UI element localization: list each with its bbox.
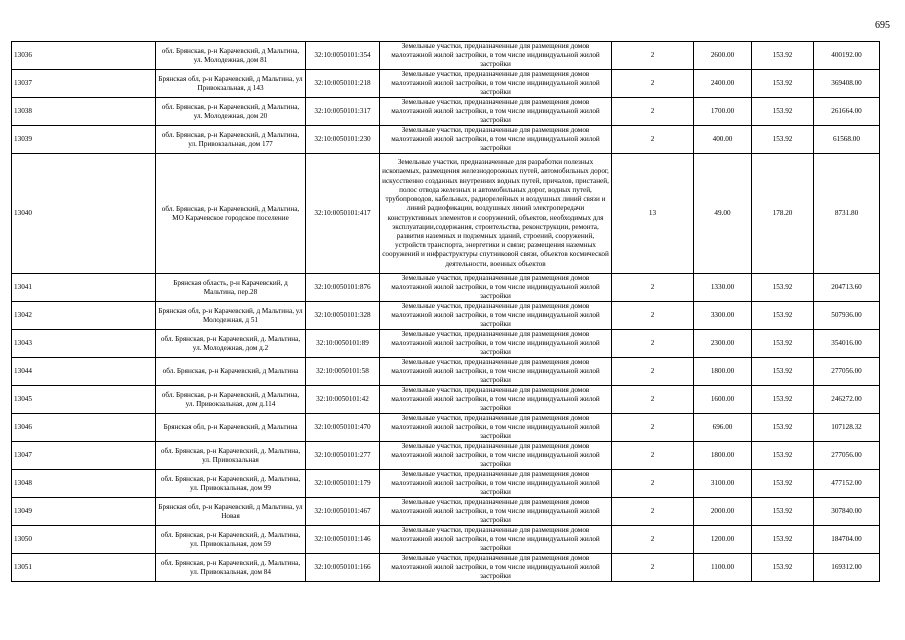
row-cadastral-value: 204713.60 bbox=[814, 274, 880, 302]
row-address: обл. Брянская, р-н Карачевский, д Мальтина, МО Карачевское городское поселение bbox=[156, 154, 306, 274]
row-cadastral-number: 32:10:0050101:470 bbox=[306, 414, 380, 442]
row-cadastral-number: 32:10:0050101:42 bbox=[306, 386, 380, 414]
table-row bbox=[12, 470, 880, 498]
row-group: 2 bbox=[612, 274, 694, 302]
row-cadastral-value: 261664.00 bbox=[814, 98, 880, 126]
row-address: обл. Брянская, р-н Карачевский, д Мальтина, ул. Привокзальная, дом 177 bbox=[156, 126, 306, 154]
row-area: 1200.00 bbox=[694, 526, 752, 554]
row-group: 2 bbox=[612, 498, 694, 526]
row-group: 2 bbox=[612, 386, 694, 414]
row-group: 2 bbox=[612, 526, 694, 554]
row-group: 2 bbox=[612, 98, 694, 126]
table-row bbox=[12, 358, 880, 386]
row-cadastral-value: 400192.00 bbox=[814, 42, 880, 70]
row-rate: 153.92 bbox=[752, 358, 814, 386]
row-cadastral-number: 32:10:0050101:467 bbox=[306, 498, 380, 526]
row-address: обл. Брянская, р-н Карачевский, д. Мальтина, ул. Молодежная, дом д.2 bbox=[156, 330, 306, 358]
row-land-use: Земельные участки, предназначенные для размещения домов малоэтажной жилой застройки, в том числе индивидуальной жилой застройки bbox=[380, 70, 612, 98]
row-id: 13043 bbox=[12, 330, 156, 358]
row-cadastral-value: 277056.00 bbox=[814, 442, 880, 470]
table-row bbox=[12, 554, 880, 582]
row-id: 13050 bbox=[12, 526, 156, 554]
table-row bbox=[12, 386, 880, 414]
row-id: 13037 bbox=[12, 70, 156, 98]
row-rate: 153.92 bbox=[752, 330, 814, 358]
cadastral-value-table bbox=[11, 41, 880, 582]
row-address: обл. Брянская, р-н Карачевский, д. Мальтина, ул. Привокзальная bbox=[156, 442, 306, 470]
row-rate: 178.20 bbox=[752, 154, 814, 274]
row-id: 13038 bbox=[12, 98, 156, 126]
row-rate: 153.92 bbox=[752, 70, 814, 98]
row-rate: 153.92 bbox=[752, 274, 814, 302]
row-address: обл. Брянская, р-н Карачевский, д. Мальтина, ул. Привокзальная, дом 84 bbox=[156, 554, 306, 582]
row-address: Брянская область, р-н Карачевский, д Мальтина, пер.28 bbox=[156, 274, 306, 302]
row-area: 3100.00 bbox=[694, 470, 752, 498]
row-cadastral-value: 507936.00 bbox=[814, 302, 880, 330]
row-land-use: Земельные участки, предназначенные для размещения домов малоэтажной жилой застройки, в том числе индивидуальной жилой застройки bbox=[380, 526, 612, 554]
row-land-use: Земельные участки, предназначенные для размещения домов малоэтажной жилой застройки, в том числе индивидуальной жилой застройки bbox=[380, 414, 612, 442]
row-cadastral-number: 32:10:0050101:230 bbox=[306, 126, 380, 154]
row-group: 2 bbox=[612, 302, 694, 330]
row-id: 13046 bbox=[12, 414, 156, 442]
row-rate: 153.92 bbox=[752, 498, 814, 526]
row-address: Брянская обл, р-н Карачевский, д Мальтина, ул Новая bbox=[156, 498, 306, 526]
row-rate: 153.92 bbox=[752, 414, 814, 442]
row-cadastral-number: 32:10:0050101:354 bbox=[306, 42, 380, 70]
row-cadastral-number: 32:10:0050101:417 bbox=[306, 154, 380, 274]
row-address: обл. Брянская, р-н Карачевский, д Мальтина bbox=[156, 358, 306, 386]
row-id: 13047 bbox=[12, 442, 156, 470]
row-land-use: Земельные участки, предназначенные для размещения домов малоэтажной жилой застройки, в том числе индивидуальной жилой застройки bbox=[380, 42, 612, 70]
table-row bbox=[12, 154, 880, 274]
row-cadastral-value: 246272.00 bbox=[814, 386, 880, 414]
table-row bbox=[12, 330, 880, 358]
row-area: 2400.00 bbox=[694, 70, 752, 98]
row-id: 13044 bbox=[12, 358, 156, 386]
row-cadastral-number: 32:10:0050101:166 bbox=[306, 554, 380, 582]
row-land-use: Земельные участки, предназначенные для размещения домов малоэтажной жилой застройки, в том числе индивидуальной жилой застройки bbox=[380, 554, 612, 582]
row-area: 49.00 bbox=[694, 154, 752, 274]
row-area: 1600.00 bbox=[694, 386, 752, 414]
row-cadastral-number: 32:10:0050101:317 bbox=[306, 98, 380, 126]
row-cadastral-number: 32:10:0050101:146 bbox=[306, 526, 380, 554]
row-rate: 153.92 bbox=[752, 554, 814, 582]
row-cadastral-value: 8731.80 bbox=[814, 154, 880, 274]
row-id: 13048 bbox=[12, 470, 156, 498]
row-cadastral-value: 307840.00 bbox=[814, 498, 880, 526]
table-row bbox=[12, 70, 880, 98]
row-land-use: Земельные участки, предназначенные для размещения домов малоэтажной жилой застройки, в том числе индивидуальной жилой застройки bbox=[380, 274, 612, 302]
row-land-use: Земельные участки, предназначенные для размещения домов малоэтажной жилой застройки, в том числе индивидуальной жилой застройки bbox=[380, 98, 612, 126]
table-row bbox=[12, 98, 880, 126]
row-address: обл. Брянская, р-н Карачевский, д Мальтина, ул. Привокзальная, дом д.114 bbox=[156, 386, 306, 414]
row-id: 13039 bbox=[12, 126, 156, 154]
table-row bbox=[12, 526, 880, 554]
row-address: Брянская обл, р-н Карачевский, д Мальтина, ул Молодежная, д 51 bbox=[156, 302, 306, 330]
row-id: 13042 bbox=[12, 302, 156, 330]
row-rate: 153.92 bbox=[752, 442, 814, 470]
row-land-use: Земельные участки, предназначенные для размещения домов малоэтажной жилой застройки, в том числе индивидуальной жилой застройки bbox=[380, 302, 612, 330]
row-address: обл. Брянская, р-н Карачевский, д Мальтина, ул. Молодежная, дом 20 bbox=[156, 98, 306, 126]
row-rate: 153.92 bbox=[752, 126, 814, 154]
row-id: 13041 bbox=[12, 274, 156, 302]
row-land-use: Земельные участки, предназначенные для размещения домов малоэтажной жилой застройки, в том числе индивидуальной жилой застройки bbox=[380, 498, 612, 526]
row-group: 2 bbox=[612, 470, 694, 498]
row-id: 13045 bbox=[12, 386, 156, 414]
row-land-use: Земельные участки, предназначенные для размещения домов малоэтажной жилой застройки, в том числе индивидуальной жилой застройки bbox=[380, 358, 612, 386]
row-id: 13051 bbox=[12, 554, 156, 582]
row-id: 13036 bbox=[12, 42, 156, 70]
row-cadastral-number: 32:10:0050101:89 bbox=[306, 330, 380, 358]
row-id: 13049 bbox=[12, 498, 156, 526]
row-group: 2 bbox=[612, 330, 694, 358]
row-land-use: Земельные участки, предназначенные для разработки полезных ископаемых, размещения железнодорожных путей, автомобильных дорог, искусственно созданных внутренних водных путей, причалов, пристаней, полос отвода железных и автомобильных дорог, водных путей, трубопроводов, кабельных, радиорелейных и воздушных линий связи и линий радиофикации, воздушных линий электропередачи конструктивных элементов и сооружений, объектов, необходимых для эксплуатации,содержания, строительства, реконструкции, ремонта, развития наземных и подземных зданий, строений, сооружений, устройств транспорта, энергетики и связи; размещения наземных сооружений и инфраструктуры спутниковой связи, объектов космической деятельности, военных объектов bbox=[380, 154, 612, 274]
row-land-use: Земельные участки, предназначенные для размещения домов малоэтажной жилой застройки, в том числе индивидуальной жилой застройки bbox=[380, 386, 612, 414]
table-row bbox=[12, 126, 880, 154]
row-address: Брянская обл, р-н Карачевский, д Мальтина, ул Привокзальная, д 143 bbox=[156, 70, 306, 98]
table-row bbox=[12, 414, 880, 442]
row-cadastral-number: 32:10:0050101:876 bbox=[306, 274, 380, 302]
row-rate: 153.92 bbox=[752, 98, 814, 126]
row-cadastral-value: 277056.00 bbox=[814, 358, 880, 386]
row-address: Брянская обл, р-н Карачевский, д Мальтина bbox=[156, 414, 306, 442]
row-land-use: Земельные участки, предназначенные для размещения домов малоэтажной жилой застройки, в том числе индивидуальной жилой застройки bbox=[380, 126, 612, 154]
row-area: 2000.00 bbox=[694, 498, 752, 526]
row-cadastral-value: 354016.00 bbox=[814, 330, 880, 358]
row-cadastral-number: 32:10:0050101:277 bbox=[306, 442, 380, 470]
row-rate: 153.92 bbox=[752, 386, 814, 414]
row-cadastral-value: 107128.32 bbox=[814, 414, 880, 442]
row-rate: 153.92 bbox=[752, 470, 814, 498]
row-group: 2 bbox=[612, 358, 694, 386]
row-address: обл. Брянская, р-н Карачевский, д. Мальтина, ул. Привокзальная, дом 99 bbox=[156, 470, 306, 498]
table-row bbox=[12, 442, 880, 470]
table-row bbox=[12, 42, 880, 70]
row-address: обл. Брянская, р-н Карачевский, д Мальтина, ул. Молодежная, дом 81 bbox=[156, 42, 306, 70]
row-area: 1100.00 bbox=[694, 554, 752, 582]
row-cadastral-number: 32:10:0050101:218 bbox=[306, 70, 380, 98]
row-cadastral-value: 61568.00 bbox=[814, 126, 880, 154]
row-cadastral-number: 32:10:0050101:58 bbox=[306, 358, 380, 386]
row-cadastral-value: 369408.00 bbox=[814, 70, 880, 98]
page-number: 695 bbox=[875, 20, 890, 31]
row-area: 1800.00 bbox=[694, 358, 752, 386]
table-row bbox=[12, 274, 880, 302]
table-row bbox=[12, 302, 880, 330]
row-rate: 153.92 bbox=[752, 302, 814, 330]
row-land-use: Земельные участки, предназначенные для размещения домов малоэтажной жилой застройки, в том числе индивидуальной жилой застройки bbox=[380, 470, 612, 498]
row-area: 2600.00 bbox=[694, 42, 752, 70]
row-area: 1800.00 bbox=[694, 442, 752, 470]
row-area: 696.00 bbox=[694, 414, 752, 442]
row-area: 3300.00 bbox=[694, 302, 752, 330]
row-group: 2 bbox=[612, 126, 694, 154]
row-cadastral-value: 184704.00 bbox=[814, 526, 880, 554]
row-group: 2 bbox=[612, 442, 694, 470]
row-group: 2 bbox=[612, 554, 694, 582]
row-rate: 153.92 bbox=[752, 526, 814, 554]
row-cadastral-number: 32:10:0050101:179 bbox=[306, 470, 380, 498]
table-row bbox=[12, 498, 880, 526]
row-land-use: Земельные участки, предназначенные для размещения домов малоэтажной жилой застройки, в том числе индивидуальной жилой застройки bbox=[380, 442, 612, 470]
row-id: 13040 bbox=[12, 154, 156, 274]
row-cadastral-value: 477152.00 bbox=[814, 470, 880, 498]
row-land-use: Земельные участки, предназначенные для размещения домов малоэтажной жилой застройки, в том числе индивидуальной жилой застройки bbox=[380, 330, 612, 358]
row-group: 13 bbox=[612, 154, 694, 274]
row-area: 1700.00 bbox=[694, 98, 752, 126]
row-group: 2 bbox=[612, 42, 694, 70]
row-cadastral-value: 169312.00 bbox=[814, 554, 880, 582]
row-address: обл. Брянская, р-н Карачевский, д. Мальтина, ул. Привокзальная, дом 59 bbox=[156, 526, 306, 554]
row-group: 2 bbox=[612, 414, 694, 442]
row-area: 2300.00 bbox=[694, 330, 752, 358]
row-rate: 153.92 bbox=[752, 42, 814, 70]
row-area: 1330.00 bbox=[694, 274, 752, 302]
row-cadastral-number: 32:10:0050101:328 bbox=[306, 302, 380, 330]
row-group: 2 bbox=[612, 70, 694, 98]
row-area: 400.00 bbox=[694, 126, 752, 154]
